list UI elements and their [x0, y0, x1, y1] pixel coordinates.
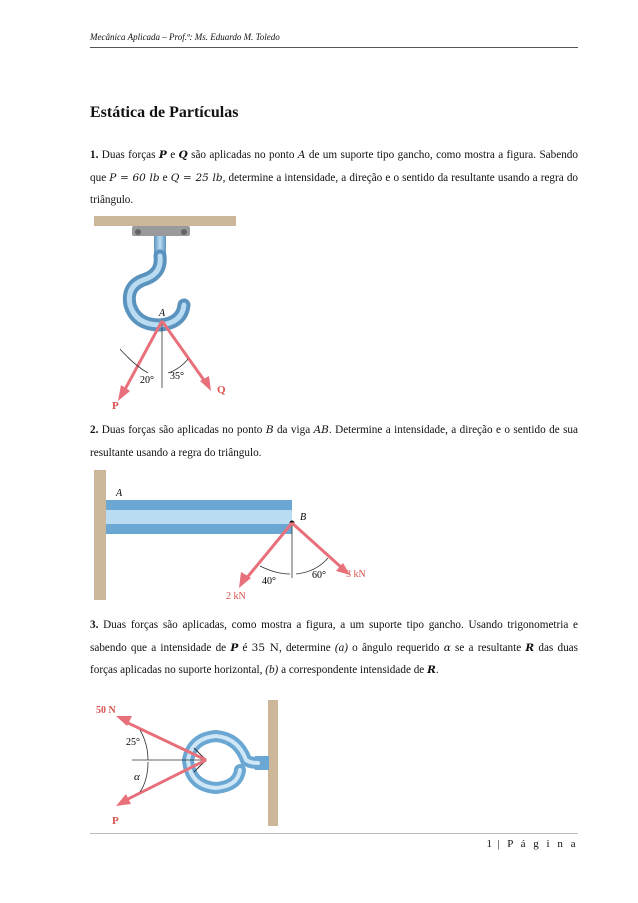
label-A: A: [159, 308, 166, 319]
symbol-AB: AB: [313, 424, 329, 436]
figure-3-hook: [90, 700, 300, 828]
text-run: das duas forças aplicadas no suporte horizontal,: [90, 641, 578, 676]
text-run: é: [238, 641, 252, 654]
equation-Q: Q = 25 lb: [170, 171, 223, 184]
angle-40-arc: [260, 566, 290, 574]
header-rule: [90, 47, 578, 48]
equation-P: P = 60 lb: [109, 171, 160, 184]
label-2kN: 2 kN: [226, 591, 246, 602]
angle-alpha-arc: [140, 762, 148, 792]
text-run: de um suporte tipo gancho, como mostra a figura. Sabendo que: [90, 149, 578, 184]
problem-3-text: [90, 614, 578, 682]
problem-1-number: 1.: [90, 149, 99, 161]
label-Q: Q: [217, 384, 226, 396]
label-A: A: [116, 488, 123, 499]
text-run: Duas forças: [98, 149, 159, 161]
problem-3-number: 3.: [90, 619, 99, 631]
force-Q-arrow: [162, 321, 206, 383]
page-header: Mecânica Aplicada – Prof.ª: Ms. Eduardo M. Toledo: [90, 32, 280, 42]
footer-rule: [90, 833, 578, 834]
label-B: B: [300, 512, 307, 523]
symbol-alpha: α: [443, 641, 451, 654]
page-word: P á g i n a: [507, 838, 578, 850]
beam-web: [106, 510, 292, 524]
page-number: 1: [486, 838, 493, 850]
label-3kN: 3 kN: [346, 569, 366, 580]
beam-bottom-flange: [106, 524, 292, 534]
wall: [268, 700, 278, 826]
force-P-arrowhead: [116, 794, 131, 806]
hook-highlight: [188, 736, 258, 788]
figure-1-hook: [90, 213, 240, 413]
problem-2-text: [90, 419, 578, 464]
part-b-label: (b): [265, 664, 279, 676]
label-50N: 50 N: [96, 705, 116, 716]
bolt-icon: [135, 229, 141, 235]
footer-separator: |: [492, 838, 508, 850]
label-angle-35: 35°: [170, 371, 184, 382]
figure-2-beam: [90, 468, 380, 606]
symbol-A: A: [297, 149, 306, 161]
text-run: e: [159, 171, 171, 184]
text-run: . Determine a intensidade, a direção e o sentido de sua resultante usando a regra do triângulo.: [90, 424, 578, 459]
wall: [94, 470, 106, 600]
text-run: , determine: [278, 641, 335, 654]
text-run: e: [166, 149, 179, 161]
symbol-R: R: [525, 641, 535, 654]
beam-top-flange: [106, 500, 292, 510]
label-angle-40: 40°: [262, 576, 276, 587]
label-angle-60: 60°: [312, 570, 326, 581]
equation-P: 35 N: [251, 641, 279, 654]
bolt-icon: [181, 229, 187, 235]
problem-2-number: 2.: [90, 424, 99, 436]
text-run: a correspondente intensidade de: [278, 664, 428, 676]
part-a-label: (a): [334, 641, 348, 654]
text-run: se a resultante: [450, 641, 526, 654]
label-angle-alpha: α: [134, 771, 140, 783]
label-angle-25: 25°: [126, 737, 140, 748]
symbol-R: R: [427, 664, 436, 676]
label-angle-20: 20°: [140, 375, 154, 386]
symbol-B: B: [265, 424, 274, 436]
force-P-arrowhead: [118, 385, 130, 401]
label-P: P: [112, 400, 119, 412]
symbol-P: P: [230, 641, 239, 654]
text-run: da viga: [273, 424, 314, 436]
symbol-Q: Q: [178, 149, 188, 161]
text-run: .: [435, 664, 439, 676]
problem-1-text: [90, 144, 578, 212]
page-footer: [487, 838, 578, 850]
text-run: Duas forças são aplicadas, como mostra a figura, a um suporte tipo gancho. Usando trigonometria e sabendo que a intensidade de: [90, 619, 578, 654]
text-run: o ângulo requerido: [347, 641, 444, 654]
force-3kN-arrow: [292, 523, 342, 568]
text-run: , determine a intensidade, a direção e o sentido da resultante usando a regra do triângulo.: [90, 171, 579, 206]
label-P: P: [112, 815, 119, 827]
text-run: são aplicadas no ponto: [187, 149, 298, 161]
text-run: Duas forças são aplicadas no ponto: [98, 424, 266, 436]
section-title: Estática de Partículas: [90, 104, 239, 121]
angle-25-arc: [140, 730, 148, 760]
symbol-P: P: [158, 149, 167, 161]
ceiling-plate: [94, 216, 236, 226]
